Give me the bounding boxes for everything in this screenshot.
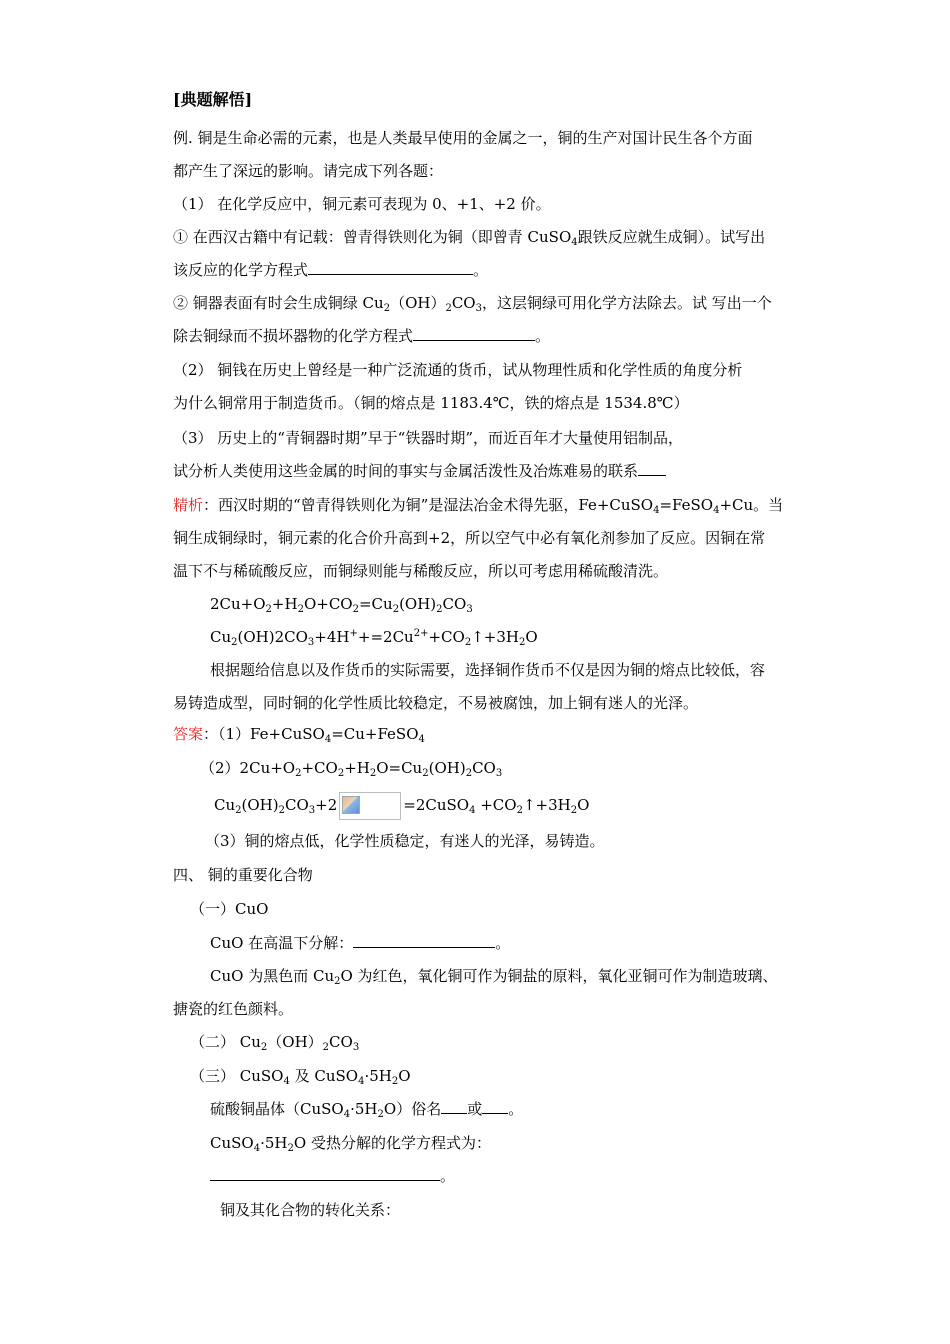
- analysis-label: 精析: [173, 496, 204, 514]
- answer-blank[interactable]: [638, 461, 666, 476]
- answer-blank[interactable]: [413, 326, 535, 341]
- question-2-line-1: （2） 铜钱在历史上曾经是一种广泛流通的货币，试从物理性质和化学性质的角度分析: [173, 361, 743, 379]
- example-line-1: 例. 铜是生命必需的元素，也是人类最早使用的金属之一，铜的生产对国计民生各个方面: [173, 129, 753, 147]
- question-1a-line-1: ① 在西汉古籍中有记载：曾青得铁则化为铜（即曾青 CuSO$_4$跟铁反应就生成铜）。试写出: [173, 228, 766, 248]
- section-4-title: 四、 铜的重要化合物: [173, 866, 313, 884]
- question-1b-line-1: ② 铜器表面有时会生成铜绿 $Cu_2(OH)_2CO_3$，这层铜绿可用化学方法除去。试 写出一个: [173, 294, 772, 314]
- answer-line-3: $Cu_2(OH)_2CO_3+2$ =2CuSO$_4$ $+CO_2↑+3H_2O$: [214, 792, 589, 820]
- cuo-decomposition: CuO 在高温下分解： 。: [210, 934, 511, 952]
- conversion-relationship-heading: 铜及其化合物的转化关系：: [220, 1201, 401, 1219]
- equation-2: $Cu_2(OH)2CO_3+4H^++=2Cu^{2+}+CO_2↑+3H_2O$: [210, 628, 538, 648]
- analysis-line-1: 精析：西汉时期的“曾青得铁则化为铜”是湿法冶金术得先驱，Fe+CuSO$_4$=FeSO$_4$+Cu。当: [173, 496, 784, 516]
- analysis-line-2: 铜生成铜绿时，铜元素的化合价升高到+2，所以空气中必有氧化剂参加了反应。因铜在常: [173, 529, 766, 547]
- question-1a-line-2: 该反应的化学方程式 。: [173, 261, 489, 279]
- copper-sulfate-equation-blank: 。: [210, 1166, 455, 1186]
- cuo-description-line-2: 搪瓷的红色颜料。: [173, 1000, 294, 1018]
- broken-image-icon: [339, 792, 401, 820]
- question-2-line-2: 为什么铜常用于制造货币。（铜的熔点是 1183.4℃，铁的熔点是 1534.8℃）: [173, 394, 689, 412]
- section-heading: [典题解悟]: [173, 90, 253, 109]
- answer-label: 答案: [173, 725, 204, 743]
- answer-blank[interactable]: [441, 1099, 467, 1114]
- subsection-copper-sulfate: （三） CuSO$_4$ 及 $CuSO_4\cdot 5H_2O$: [190, 1067, 411, 1087]
- answer-line-2: $(2)2Cu+O_2+CO_2+H_2O=Cu_2(OH)_2CO_3$: [200, 759, 503, 779]
- question-3-line-2: 试分析人类使用这些金属的时间的事实与金属活泼性及冶炼难易的联系: [173, 461, 666, 481]
- subsection-cuo: （一）CuO: [190, 900, 269, 918]
- analysis-paragraph-line-2: 易铸造成型，同时铜的化学性质比较稳定，不易被腐蚀，加上铜有迷人的光泽。: [173, 694, 699, 712]
- answer-line-1: 答案：（1）Fe+CuSO$_4$=Cu+FeSO$_4$: [173, 725, 425, 745]
- answer-blank[interactable]: [482, 1099, 508, 1114]
- answer-blank[interactable]: [210, 1166, 440, 1181]
- cuo-description-line-1: CuO 为黑色而 $Cu_2O$ 为红色，氧化铜可作为铜盐的原料，氧化亚铜可作为制造玻璃、: [210, 967, 778, 987]
- question-3-line-1: （3） 历史上的“青铜器时期”早于“铁器时期”，而近百年才大量使用铝制品，: [173, 429, 683, 447]
- question-1b-line-2: 除去铜绿而不损坏器物的化学方程式 。: [173, 327, 551, 345]
- subsection-basic-copper-carbonate: （二） $Cu_2(OH)_2CO_3$: [190, 1033, 360, 1053]
- answer-blank[interactable]: [308, 260, 473, 275]
- copper-sulfate-common-name: 硫酸铜晶体$(CuSO_4\cdot 5H_2O)$俗名 或 。: [210, 1100, 524, 1120]
- copper-sulfate-decomposition: $CuSO_4\cdot 5H_2O$ 受热分解的化学方程式为：: [210, 1134, 491, 1154]
- example-line-2: 都产生了深远的影响。请完成下列各题：: [173, 162, 444, 180]
- question-1: （1） 在化学反应中，铜元素可表现为 0、+1、+2 价。: [173, 195, 551, 213]
- answer-line-4: （3）铜的熔点低，化学性质稳定，有迷人的光泽，易铸造。: [205, 832, 605, 850]
- analysis-paragraph-line-1: 根据题给信息以及作货币的实际需要，选择铜作货币不仅是因为铜的熔点比较低，容: [210, 661, 766, 679]
- answer-blank[interactable]: [353, 933, 495, 948]
- analysis-line-3: 温下不与稀硫酸反应，而铜绿则能与稀酸反应，所以可考虑用稀硫酸清洗。: [173, 562, 669, 580]
- equation-1: $2Cu+O_2+H_2O+CO_2=Cu_2(OH)_2CO_3$: [210, 595, 473, 615]
